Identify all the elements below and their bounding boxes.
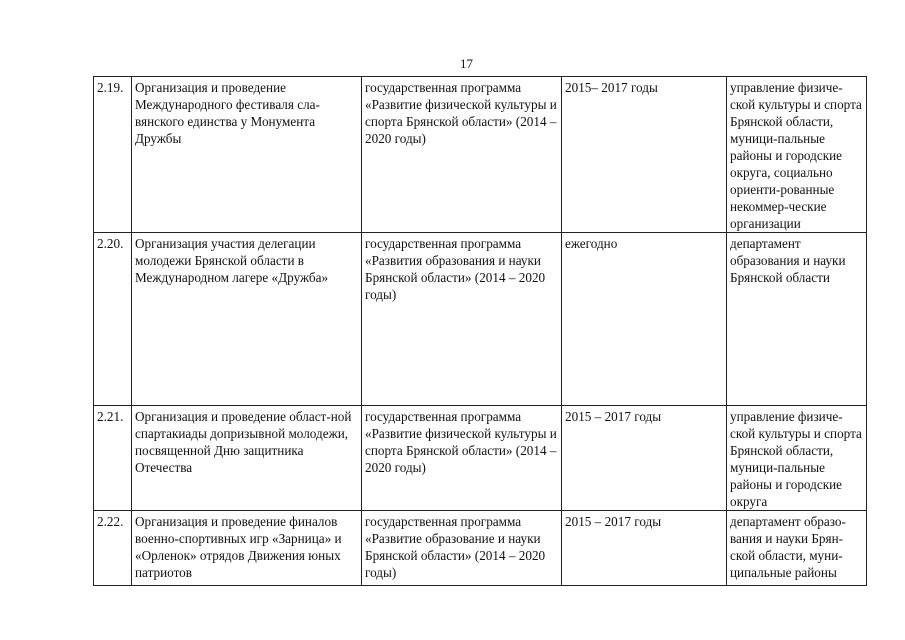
period-cell: 2015– 2017 годы — [562, 77, 727, 233]
program-cell: государственная программа «Развития образования и науки Брянской области» (2014 – 2020 годы) — [362, 233, 562, 406]
program-cell: государственная программа «Развитие физической культуры и спорта Брянской области» (2014 – 2020 годы) — [362, 406, 562, 511]
period-cell: 2015 – 2017 годы — [562, 511, 727, 586]
row-number-cell: 2.19. — [94, 77, 132, 233]
page-number: 17 — [460, 56, 473, 71]
program-cell: государственная программа «Развитие физической культуры и спорта Брянской области» (2014 – 2020 годы) — [362, 77, 562, 233]
responsible-cell: департамент образо-вания и науки Брян-ской области, муни-ципальные районы — [727, 511, 867, 586]
table-row — [94, 233, 867, 406]
period-cell: 2015 – 2017 годы — [562, 406, 727, 511]
row-number-cell: 2.22. — [94, 511, 132, 586]
event-cell: Организация и проведение финалов военно-спортивных игр «Зарница» и «Орленок» отрядов Движения юных патриотов — [132, 511, 362, 586]
responsible-cell: управление физиче-ской культуры и спорта Брянской области, муници-пальные районы и городские округа, социально ориенти-рованные некоммер-ческие организации — [727, 77, 867, 233]
responsible-cell: управление физиче-ской культуры и спорта Брянской области, муници-пальные районы и городские округа — [727, 406, 867, 511]
table-row — [94, 406, 867, 511]
event-cell: Организация и проведение област-ной спартакиады допризывной молодежи, посвященной Дню защитника Отечества — [132, 406, 362, 511]
responsible-cell: департамент образования и науки Брянской области — [727, 233, 867, 406]
program-cell: государственная программа «Развитие образование и науки Брянской области» (2014 – 2020 годы) — [362, 511, 562, 586]
event-cell: Организация и проведение Международного фестиваля сла-вянского единства у Монумента Дружбы — [132, 77, 362, 233]
row-number-cell: 2.21. — [94, 406, 132, 511]
table-row — [94, 77, 867, 233]
period-cell: ежегодно — [562, 233, 727, 406]
table-row — [94, 511, 867, 586]
measures-table — [93, 76, 867, 586]
row-number-cell: 2.20. — [94, 233, 132, 406]
event-cell: Организация участия делегации молодежи Брянской области в Международном лагере «Дружба» — [132, 233, 362, 406]
